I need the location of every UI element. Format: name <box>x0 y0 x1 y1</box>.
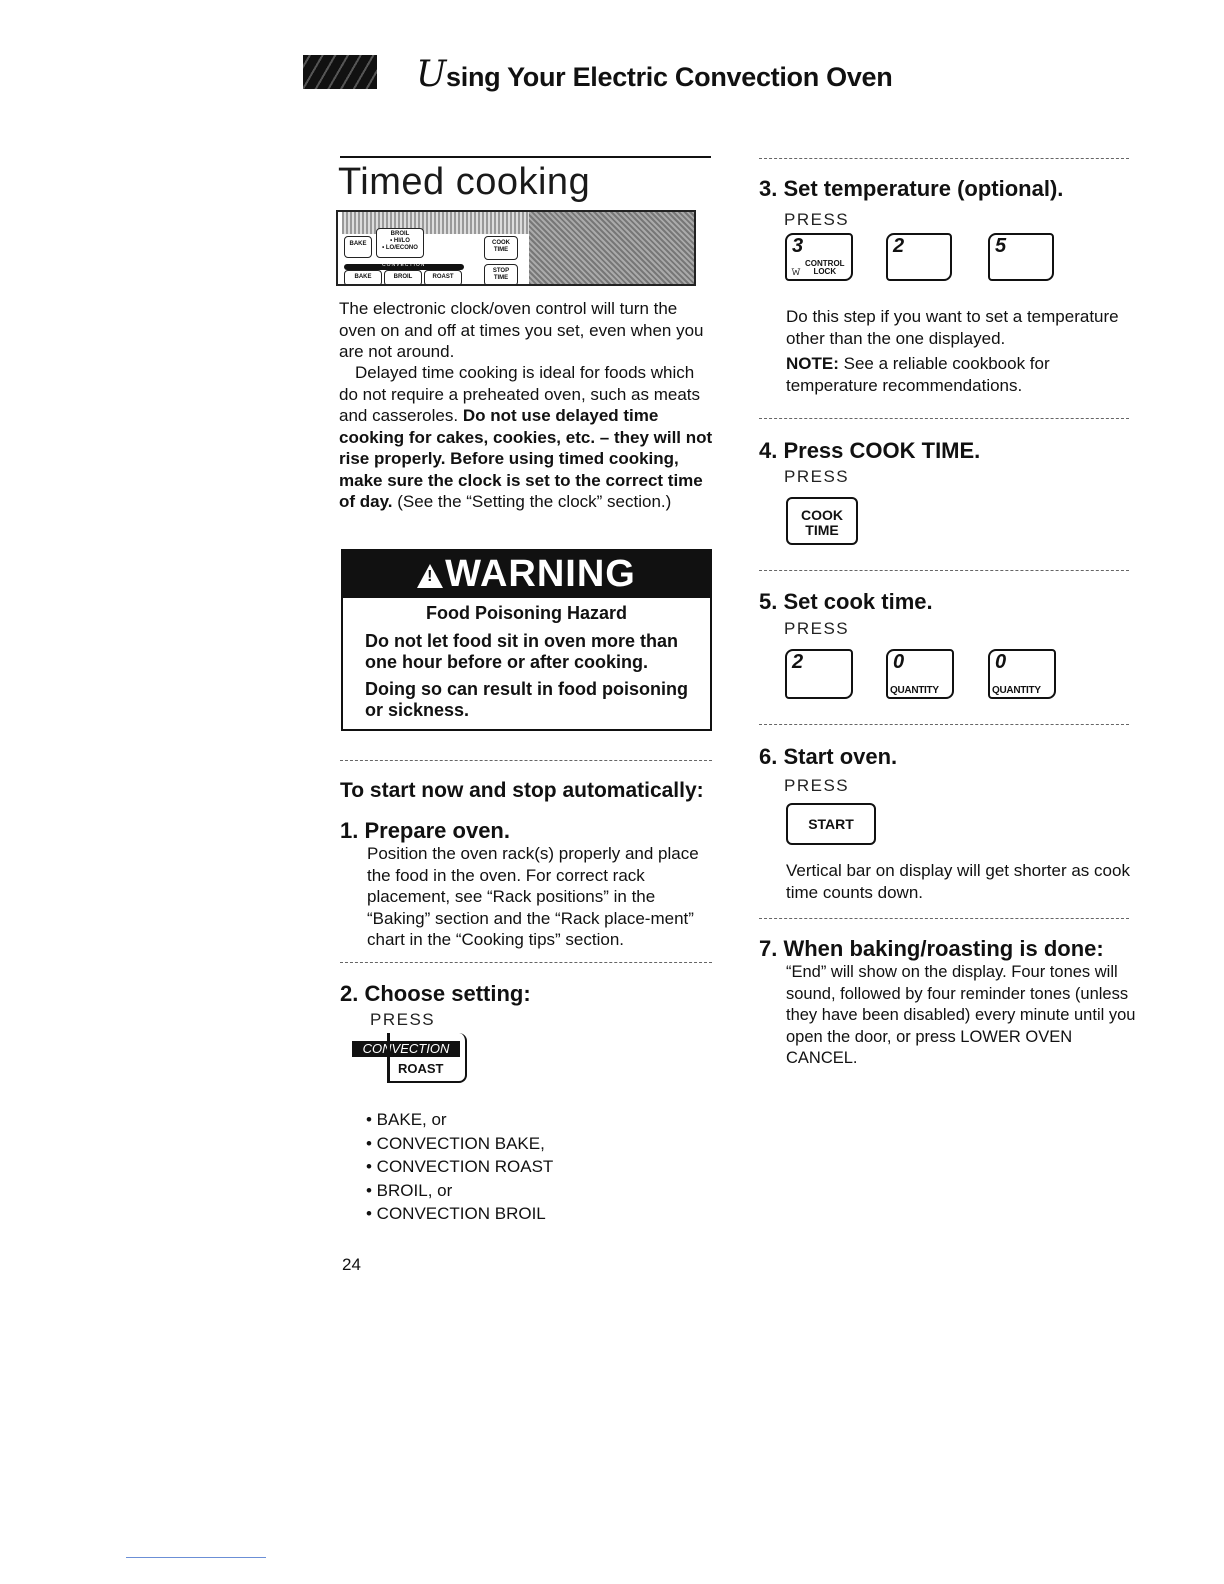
page-header-title <box>416 54 892 95</box>
divider <box>759 418 1129 419</box>
section-rule <box>340 156 711 158</box>
divider <box>340 760 712 761</box>
panel-broil-button <box>376 228 424 258</box>
keypad-2-key[interactable] <box>785 649 853 699</box>
quantity-label: QUANTITY <box>890 685 939 696</box>
panel-cook-label-2: TIME <box>493 247 509 253</box>
step-3-note <box>786 353 1136 396</box>
panel-conv-broil-button <box>384 270 422 286</box>
panel-conv-broil-label: BROIL <box>393 274 413 280</box>
section-title: Timed cooking <box>338 161 591 203</box>
panel-broil-lo: • LO/ECONO <box>382 245 418 251</box>
step-6-title: 6. Start oven. <box>759 744 898 769</box>
step-6-press-label: PRESS <box>784 776 850 795</box>
intro-p2-tail: (See the “Setting the clock” section.) <box>397 492 672 511</box>
keypad-2-key[interactable] <box>886 233 952 281</box>
convection-key-label: CONVECTION <box>352 1041 460 1057</box>
keypad-5-key[interactable] <box>988 233 1054 281</box>
warning-heading-text: WARNING <box>445 553 636 595</box>
intro-p2-bold: Do not use delayed time cooking for cakes, cookies, etc. – they will not rise properly. Before using timed cooking, make sure the clock is set to the correct time of day. <box>339 406 713 511</box>
step-3-text: Do this step if you want to set a temperature other than the one displayed. <box>786 307 1119 348</box>
header-initial: U <box>416 54 447 95</box>
header-title-rest: sing Your Electric Convection Oven <box>446 62 893 92</box>
step-3-press-label: PRESS <box>784 210 850 229</box>
panel-stop-time-button <box>484 264 518 286</box>
keypad-3-control-lock-key[interactable] <box>785 233 853 281</box>
keypad-0-quantity-key[interactable] <box>886 649 954 699</box>
step-4-press-label: PRESS <box>784 467 850 486</box>
panel-conv-roast-button <box>424 270 462 286</box>
step-1-text: Position the oven rack(s) properly and place the food in the oven. For correct rack placement, see “Rack positions” in the “Baking” section and the “Rack place-ment” chart in the “Cooking tips” section. <box>367 844 699 949</box>
step-2-title: 2. Choose setting: <box>340 981 531 1006</box>
note-label: NOTE: <box>786 354 839 373</box>
cook-time-key-line-2: TIME <box>805 522 839 538</box>
panel-strip <box>342 212 532 234</box>
warning-triangle-icon <box>417 564 443 588</box>
panel-broil-label: BROIL <box>390 231 410 237</box>
panel-cook-label-1: COOK <box>492 240 510 246</box>
quantity-label: QUANTITY <box>992 685 1041 696</box>
panel-display <box>529 212 694 284</box>
intro-p2-plain: Delayed time cooking is ideal for foods which do not require a preheated oven, such as meats and casseroles. <box>339 363 701 425</box>
footer-rule <box>126 1557 266 1558</box>
step-4-title: 4. Press COOK TIME. <box>759 438 981 463</box>
warning-hazard-title: Food Poisoning Hazard <box>426 603 627 623</box>
step-5-title: 5. Set cook time. <box>759 589 933 614</box>
cook-time-key-line-1: COOK <box>801 507 843 523</box>
option-item: • CONVECTION ROAST <box>366 1157 554 1176</box>
intro-paragraph-2 <box>339 362 713 513</box>
start-key[interactable]: START <box>786 803 876 845</box>
divider <box>759 158 1129 159</box>
divider <box>340 962 712 963</box>
warning-line-1: Do not let food sit in oven more than one hour before or after cooking. <box>365 631 678 672</box>
key-5-number: 5 <box>995 235 1007 257</box>
step-6-text: Vertical bar on display will get shorter as cook time counts down. <box>786 861 1130 902</box>
key-2-number: 2 <box>893 235 905 257</box>
panel-bake-button <box>344 236 372 258</box>
panel-conv-roast-label: ROAST <box>432 274 454 280</box>
control-lock-label-2: LOCK <box>813 267 837 276</box>
option-item: • CONVECTION BROIL <box>366 1204 546 1223</box>
option-item: • BAKE, or <box>366 1110 447 1129</box>
step-7-text: “End” will show on the display. Four tones will sound, followed by four reminder tones (unless they have been disabled) every minute until you open the door, or press LOWER OVEN CANCEL. <box>786 963 1136 1067</box>
divider <box>759 570 1129 571</box>
warning-heading <box>343 551 710 598</box>
key-2-number: 2 <box>792 651 804 673</box>
step-5-press-label: PRESS <box>784 619 850 638</box>
note-text: See a reliable cookbook for temperature recommendations. <box>786 354 1050 395</box>
key-0-number: 0 <box>995 651 1007 673</box>
panel-stop-label-1: STOP <box>492 268 510 274</box>
panel-bake-label: BAKE <box>349 241 367 247</box>
key-0-number: 0 <box>893 651 905 673</box>
panel-broil-hi: • HI/LO <box>390 238 410 244</box>
intro-paragraph-1: The electronic clock/oven control will turn the oven on and off at times you set, even when you are not around. <box>339 299 704 361</box>
key-3-number: 3 <box>792 235 804 257</box>
panel-conv-bake-button <box>344 270 382 286</box>
roast-key-label: ROAST <box>398 1061 444 1076</box>
subheading-start-now: To start now and stop automatically: <box>340 779 704 802</box>
step-2-press-label: PRESS <box>370 1010 436 1029</box>
warning-line-2: Doing so can result in food poisoning or sickness. <box>365 679 688 720</box>
panel-cook-time-button <box>484 236 518 260</box>
control-panel-illustration <box>336 210 696 286</box>
brand-logo <box>303 55 377 89</box>
panel-stop-label-2: TIME <box>493 275 509 281</box>
panel-conv-bake-label: BAKE <box>354 274 372 280</box>
keypad-0-quantity-key[interactable] <box>988 649 1056 699</box>
step-1-title: 1. Prepare oven. <box>340 818 510 843</box>
control-lock-label-1: CONTROL <box>805 259 845 268</box>
option-item: • CONVECTION BAKE, <box>366 1133 545 1153</box>
lock-icon: 𝚠 <box>791 262 801 278</box>
step-7-title: 7. When baking/roasting is done: <box>759 936 1104 961</box>
panel-convection-label: CONVECTION <box>382 262 426 268</box>
step-3-title: 3. Set temperature (optional). <box>759 176 1064 201</box>
option-item: • BROIL, or <box>366 1180 453 1200</box>
warning-box <box>341 549 712 731</box>
page-number: 24 <box>342 1255 361 1274</box>
cook-time-key[interactable] <box>786 497 858 545</box>
setting-options-list <box>366 1108 553 1226</box>
control-lock-label <box>805 260 845 276</box>
divider <box>759 724 1129 725</box>
divider <box>759 918 1129 919</box>
